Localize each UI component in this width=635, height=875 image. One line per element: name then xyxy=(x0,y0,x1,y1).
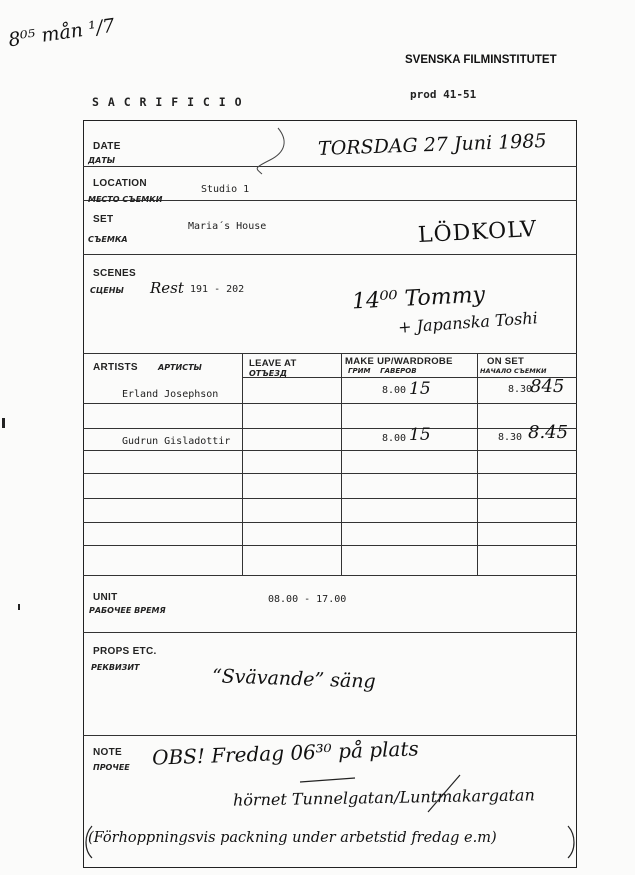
scenes-label-ru: СЦЕНЫ xyxy=(90,286,124,295)
artist-makeup-time: 8.00 xyxy=(382,433,407,444)
scenes-value: 191 - 202 xyxy=(190,284,245,295)
scenes-note-line2: + Japanska Toshi xyxy=(397,308,539,337)
date-value: TORSDAG 27 Juni 1985 xyxy=(317,130,547,160)
margin-mark xyxy=(2,418,5,428)
note-slash xyxy=(428,775,460,812)
leave-at-header-ru: ОТЪЕЗД xyxy=(249,369,288,378)
note-bracket xyxy=(86,826,92,858)
margin-mark xyxy=(18,604,20,610)
corner-handwritten-note: 8⁰⁵ mån ¹/7 xyxy=(6,14,117,52)
makeup-header-ru: ГРИМ ГАВЕРОВ xyxy=(348,367,417,375)
note-underline xyxy=(300,778,355,782)
scenes-note-time: 14⁰⁰ Tommy xyxy=(351,282,486,315)
set-handwritten: LÖDKOLV xyxy=(417,216,538,249)
artists-header: ARTISTS xyxy=(93,362,138,373)
on-set-header-ru: НАЧАЛО СЪЕМКИ xyxy=(480,367,547,375)
location-value: Studio 1 xyxy=(201,184,250,195)
artist-makeup-hand: 15 xyxy=(409,425,431,445)
artist-name: Erland Josephson xyxy=(122,389,219,400)
note-line-1: OBS! Fredag 06³⁰ på plats xyxy=(151,736,420,770)
unit-value: 08.00 - 17.00 xyxy=(268,594,347,605)
note-label: NOTE xyxy=(93,747,122,758)
note-line-2: hörnet Tunnelgatan/Luntmakargatan xyxy=(232,785,535,810)
artist-onset-hand: 845 xyxy=(530,376,565,397)
set-value: Maria´s House xyxy=(188,221,267,232)
artist-onset-time: 8.30 xyxy=(508,384,533,395)
props-label-ru: РЕКВИЗИТ xyxy=(91,663,140,672)
institute-name: SVENSKA FILMINSTITUTET xyxy=(405,54,557,66)
artist-onset-time: 8.30 xyxy=(498,432,523,443)
scenes-prefix: Rest xyxy=(150,279,184,297)
props-label: PROPS ETC. xyxy=(93,646,157,657)
production-number: prod 41-51 xyxy=(410,88,477,101)
note-label-ru: ПРОЧЕЕ xyxy=(93,763,130,772)
artist-makeup-hand: 15 xyxy=(409,379,431,399)
pen-squiggle xyxy=(257,128,284,174)
date-label-ru: ДАТЫ xyxy=(88,156,116,165)
note-bracket-close xyxy=(568,826,574,858)
artist-makeup-time: 8.00 xyxy=(382,385,407,396)
set-label: SET xyxy=(93,214,114,225)
film-title: S A C R I F I C I O xyxy=(92,95,243,109)
location-label-ru: МЕСТО СЪЕМКИ xyxy=(88,195,163,204)
unit-label-ru: РАБОЧЕЕ ВРЕМЯ xyxy=(89,606,166,615)
artist-name: Gudrun Gisladottir xyxy=(122,436,231,447)
date-label: DATE xyxy=(93,141,121,152)
on-set-header: ON SET xyxy=(487,356,525,367)
props-value: “Svävande” säng xyxy=(211,665,377,693)
artists-header-ru: АРТИСТЫ xyxy=(158,363,202,372)
unit-label: UNIT xyxy=(93,592,118,603)
leave-at-header: LEAVE AT xyxy=(249,358,297,369)
set-label-ru: СЪЕМКА xyxy=(88,235,128,244)
artist-onset-hand: 8.45 xyxy=(528,422,569,443)
location-label: LOCATION xyxy=(93,178,147,189)
makeup-header: MAKE UP/WARDROBE xyxy=(345,356,453,367)
note-line-3: (Förhoppningsvis packning under arbetstid fredag e.m) xyxy=(88,830,497,846)
scenes-label: SCENES xyxy=(93,268,136,279)
